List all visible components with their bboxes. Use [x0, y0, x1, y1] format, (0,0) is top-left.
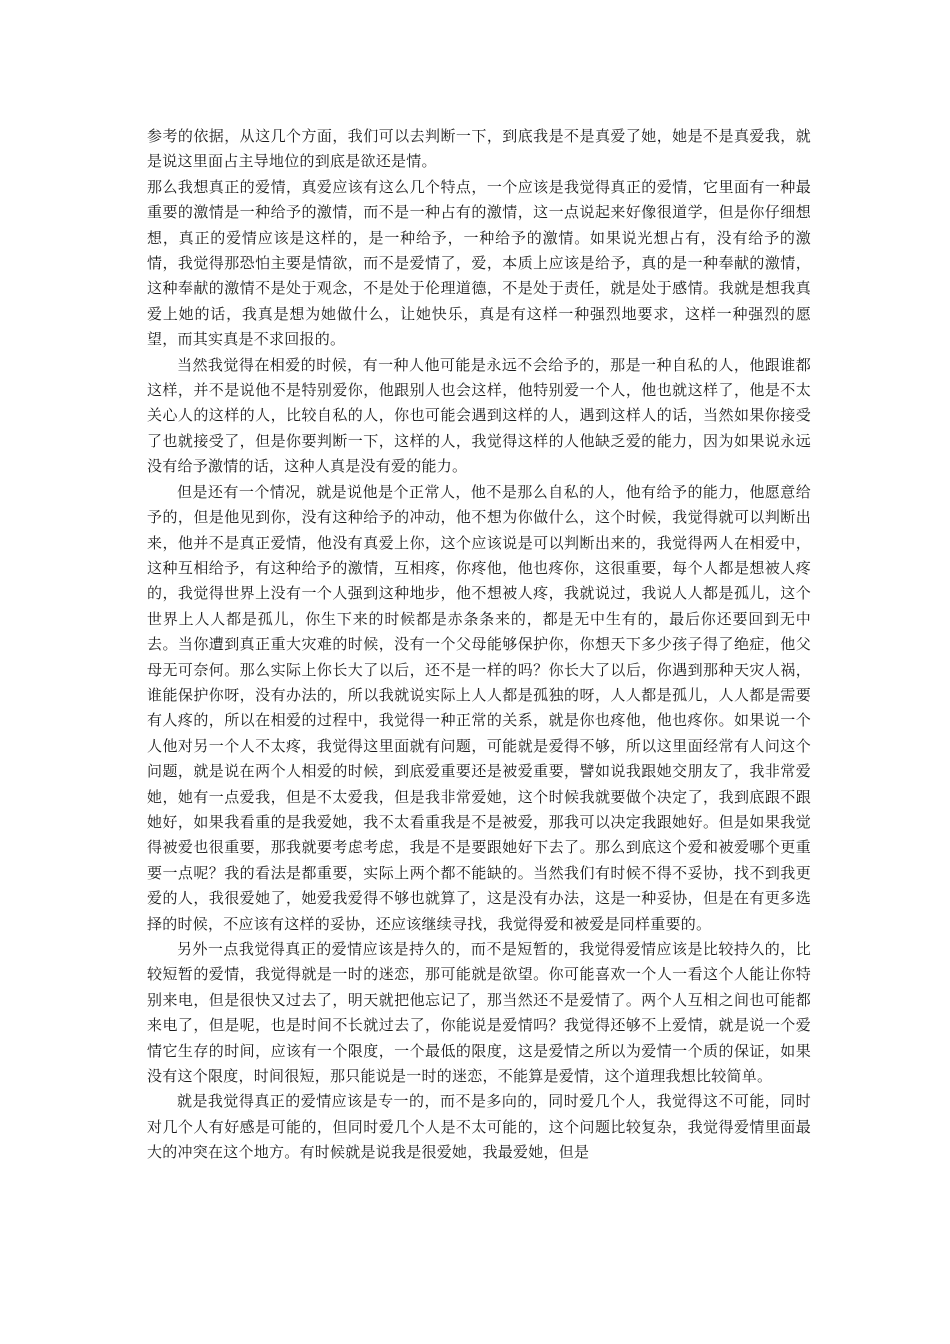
document-page	[147, 124, 811, 1166]
paragraph-1: 参考的依据，从这几个方面，我们可以去判断一下，到底我是不是真爱了她，她是不是真爱我，就是说这里面占主导地位的到底是欲还是情。	[147, 127, 811, 171]
paragraph-3: 当然我觉得在相爱的时候，有一种人他可能是永远不会给予的，那是一种自私的人，他跟谁都这样，并不是说他不是特别爱你，他跟别人也会这样，他特别爱一个人，他也就这样了，他是不太关心人的这样的人，比较自私的人，你也可能会遇到这样的人，遇到这样人的话，当然如果你接受了也就接受了，但是你要判断一下，这样的人，我觉得这样的人他缺乏爱的能力，因为如果说永远没有给予激情的话，这种人真是没有爱的能力。	[147, 355, 811, 476]
paragraph-2: 那么我想真正的爱情，真爱应该有这么几个特点，一个应该是我觉得真正的爱情，它里面有一种最重要的激情是一种给予的激情，而不是一种占有的激情，这一点说起来好像很道学，但是你仔细想想，真正的爱情应该是这样的，是一种给予，一种给予的激情。如果说光想占有，没有给予的激情，我觉得那恐怕主要是情欲，而不是爱情了，爱，本质上应该是给予，真的是一种奉献的激情，这种奉献的激情不是处于观念，不是处于伦理道德，不是处于责任，就是处于感情。我就是想我真爱上她的话，我真是想为她做什么，让她快乐，真是有这样一种强烈地要求，这样一种强烈的愿望，而其实真是不求回报的。	[147, 177, 811, 349]
paragraph-4: 但是还有一个情况，就是说他是个正常人，他不是那么自私的人，他有给予的能力，他愿意给予的，但是他见到你，没有这种给予的冲动，他不想为你做什么，这个时候，我觉得就可以判断出来，他并不是真正爱情，他没有真爱上你，这个应该说是可以判断出来的，我觉得两人在相爱中，这种互相给予，有这种给予的激情，互相疼，你疼他，他也疼你，这很重要，每个人都是想被人疼的，我觉得世界上没有一个人强到这种地步，他不想被人疼，我就说过，我说人人都是孤儿，这个世界上人人都是孤儿，你生下来的时候都是赤条条来的，都是无中生有的，最后你还要回到无中去。当你遭到真正重大灾难的时候，没有一个父母能够保护你，你想天下多少孩子得了绝症，他父母无可奈何。那么实际上你长大了以后，还不是一样的吗？你长大了以后，你遇到那种天灾人祸，谁能保护你呀，没有办法的，所以我就说实际上人人都是孤独的呀，人人都是孤儿，人人都是需要有人疼的，所以在相爱的过程中，我觉得一种正常的关系，就是你也疼他，他也疼你。如果说一个人他对另一个人不太疼，我觉得这里面就有问题，可能就是爱得不够，所以这里面经常有人问这个问题，就是说在两个人相爱的时候，到底爱重要还是被爱重要，譬如说我跟她交朋友了，我非常爱她，她有一点爱我，但是不太爱我，但是我非常爱她，这个时候我就要做个决定了，我到底跟不跟她好，如果我看重的是我爱她，我不太看重我是不是被爱，那我可以决定我跟她好。但是如果我觉得被爱也很重要，那我就要考虑考虑，我是不是要跟她好下去了。那么到底这个爱和被爱哪个更重要一点呢？我的看法是都重要，实际上两个都不能缺的。当然我们有时候不得不妥协，找不到我更爱的人，我很爱她了，她爱我爱得不够也就算了，这是没有办法，这是一种妥协，但是在有更多选择的时候，不应该有这样的妥协，还应该继续寻找，我觉得爱和被爱是同样重要的。	[147, 482, 811, 933]
paragraph-6: 就是我觉得真正的爱情应该是专一的，而不是多向的，同时爱几个人，我觉得这不可能，同时对几个人有好感是可能的，但同时爱几个人是不太可能的，这个问题比较复杂，我觉得爱情里面最大的冲突在这个地方。有时候就是说我是很爱她，我最爱她，但是	[147, 1092, 811, 1162]
paragraph-5: 另外一点我觉得真正的爱情应该是持久的，而不是短暂的，我觉得爱情应该是比较持久的，比较短暂的爱情，我觉得就是一时的迷恋，那可能就是欲望。你可能喜欢一个人一看这个人能让你特别来电，但是很快又过去了，明天就把他忘记了，那当然还不是爱情了。两个人互相之间也可能都来电了，但是呢，也是时间不长就过去了，你能说是爱情吗？我觉得还够不上爱情，就是说一个爱情它生存的时间，应该有一个限度，一个最低的限度，这是爱情之所以为爱情一个质的保证，如果没有这个限度，时间很短，那只能说是一时的迷恋，不能算是爱情，这个道理我想比较简单。	[147, 940, 811, 1086]
